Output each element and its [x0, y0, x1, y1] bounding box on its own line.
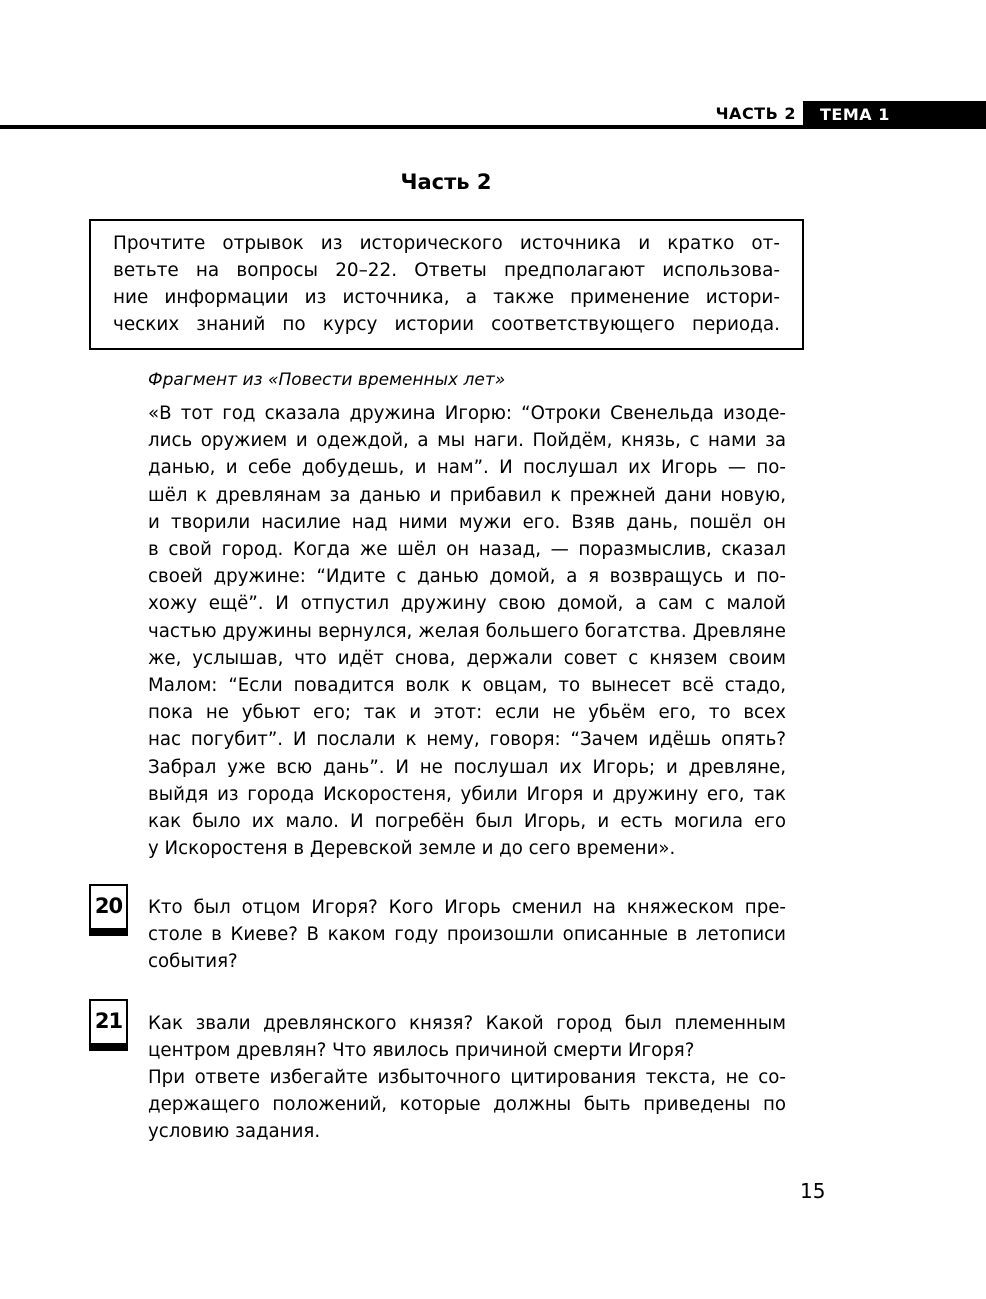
- question-number-badge: 21: [89, 999, 128, 1051]
- source-line: частью дружины вернулся, желая большего богатства. Древляне: [148, 620, 786, 642]
- question-text: [148, 1010, 786, 1145]
- question-line: держащего положений, которые должны быть приведены по: [148, 1094, 786, 1115]
- question-line: При ответе избегайте избыточного цитирования текста, не со-: [148, 1067, 786, 1088]
- source-line: пока не убьют его; так и этот: если не убьём его, то всех: [148, 702, 786, 724]
- instructions-line: ние информации из источника, а также применение истори-: [113, 287, 780, 308]
- source-text: [148, 400, 786, 862]
- question-line: условию задания.: [148, 1121, 321, 1142]
- source-line: лись оружием и одеждой, а мы наги. Пойдём, князь, с нами за: [148, 430, 786, 452]
- source-line: данью, и себе добудешь, и нам”. И послушал их Игорь — по-: [148, 457, 786, 479]
- instructions-line: Прочтите отрывок из исторического источника и кратко от-: [113, 233, 780, 254]
- header-topic-label: ТЕМА 1: [803, 101, 986, 129]
- instructions-box: [89, 219, 804, 350]
- source-line: и творили насилие над ними мужи его. Взяв дань, пошёл он: [148, 511, 786, 533]
- header-rule: [0, 125, 803, 129]
- source-line: Малом: “Если повадится волк к овцам, то вынесет всё стадо,: [148, 675, 786, 697]
- source-line: хожу ещё”. И отпустил дружину свою домой, а сам с малой: [148, 593, 786, 615]
- source-line: Забрал уже всю дань”. И не послушал их Игорь; и древляне,: [148, 756, 786, 778]
- question-number-badge: 20: [89, 884, 128, 936]
- question-line: Кто был отцом Игоря? Кого Игорь сменил на княжеском пре-: [148, 897, 786, 918]
- source-line: у Искоростеня в Деревской земле и до сего времени».: [148, 838, 676, 860]
- question-line: события?: [148, 951, 238, 972]
- source-line: как было их мало. И погребён был Игорь, и есть могила его: [148, 811, 786, 833]
- instructions-line: ветьте на вопросы 20–22. Ответы предполагают использова-: [113, 260, 780, 281]
- source-line: своей дружине: “Идите с данью домой, а я возвращусь и по-: [148, 566, 786, 588]
- question-line: столе в Киеве? В каком году произошли описанные в летописи: [148, 924, 786, 945]
- source-line: шёл к древлянам за данью и прибавил к прежней дани новую,: [148, 484, 786, 506]
- page-title: Часть 2: [400, 170, 492, 194]
- source-line: «В тот год сказала дружина Игорю: “Отроки Свенельда изоде-: [148, 403, 786, 424]
- question-line: Как звали древлянского князя? Какой город был племенным: [148, 1013, 786, 1034]
- header-part-label: ЧАСТЬ 2: [715, 104, 796, 123]
- source-line: выйдя из города Искоростеня, убили Игоря и дружину его, так: [148, 783, 786, 805]
- question-text: [148, 894, 786, 975]
- question-line: центром древлян? Что явилось причиной смерти Игоря?: [148, 1040, 695, 1061]
- source-line: нас погубит”. И послали к нему, говоря: “Зачем идёшь опять?: [148, 729, 786, 751]
- page-number: 15: [800, 1179, 826, 1203]
- source-line: в свой город. Когда же шёл он назад, — поразмыслив, сказал: [148, 539, 786, 561]
- source-line: же, услышав, что идёт снова, держали совет с князем своим: [148, 647, 786, 669]
- source-title: Фрагмент из «Повести временных лет»: [148, 370, 506, 390]
- instructions-line: ческих знаний по курсу истории соответствующего периода.: [113, 314, 780, 335]
